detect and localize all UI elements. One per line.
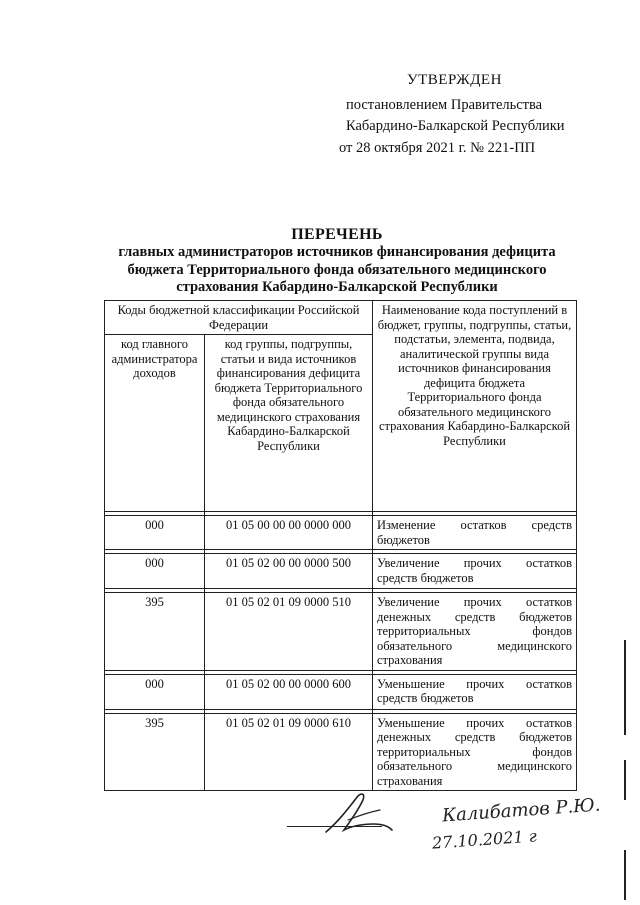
- header-admin-cell: код главного администратора доходов: [105, 335, 205, 512]
- header-name-cell: Наименование кода поступлений в бюджет, группы, подгруппы, статьи, подстатьи, элемента, подвида, аналитической группы вида источников финансирования дефицита бюджета Территориального фонда обязательного медицинского страхования Кабардино-Балкарской Республики: [373, 301, 577, 512]
- row-admin: 395: [105, 713, 205, 791]
- table-row: [105, 554, 577, 589]
- table-row: [105, 674, 577, 709]
- signature-line: [287, 826, 382, 827]
- row-code: 01 05 02 00 00 0000 600: [205, 674, 373, 709]
- signature-name: Калибатов Р.Ю.: [441, 794, 602, 827]
- table-row: [105, 593, 577, 671]
- row-name: Изменение остатков средств бюджетов: [373, 516, 577, 550]
- header-code-cell: код группы, подгруппы, статьи и вида источников финансирования дефицита бюджета Территориального фонда обязательного медицинского страхования Кабардино-Балкарской Республики: [205, 335, 373, 512]
- heading-line-3: страхования Кабардино-Балкарской Республики: [176, 279, 498, 295]
- heading-line-2: бюджета Территориального фонда обязательного медицинского: [127, 261, 547, 278]
- header-group-cell: Коды бюджетной классификации Российской Федерации: [105, 301, 373, 335]
- row-name: Увеличение прочих остатков денежных средств бюджетов территориальных фондов обязательного медицинского страхования: [373, 593, 577, 671]
- table-row: [105, 713, 577, 791]
- row-name: Уменьшение прочих остатков денежных средств бюджетов территориальных фондов обязательного медицинского страхования: [373, 713, 577, 791]
- table-header-row: [105, 301, 577, 335]
- margin-mark: [624, 640, 626, 735]
- row-code: 01 05 02 01 09 0000 610: [205, 713, 373, 791]
- approval-line-1: постановлением Правительства: [346, 97, 543, 113]
- signature-date: 27.10.2021 г: [431, 826, 538, 853]
- table-row: [105, 516, 577, 550]
- row-name: Уменьшение прочих остатков средств бюджетов: [373, 674, 577, 709]
- row-admin: 000: [105, 554, 205, 589]
- row-code: 01 05 00 00 00 0000 000: [205, 516, 373, 550]
- document-heading: [0, 226, 640, 297]
- row-name: Увеличение прочих остатков средств бюджетов: [373, 554, 577, 589]
- sources-table: [104, 300, 577, 791]
- row-code: 01 05 02 00 00 0000 500: [205, 554, 373, 589]
- approval-line-3: от 28 октября 2021 г. № 221-ПП: [339, 140, 536, 156]
- heading-line-1: главных администраторов источников финансирования дефицита: [118, 244, 556, 260]
- margin-mark: [624, 850, 626, 900]
- margin-mark: [624, 760, 626, 800]
- row-admin: 000: [105, 516, 205, 550]
- row-admin: 000: [105, 674, 205, 709]
- row-code: 01 05 02 01 09 0000 510: [205, 593, 373, 671]
- approval-line-2: Кабардино-Балкарской Республики: [346, 118, 565, 134]
- approval-title: УТВЕРЖДЕН: [407, 72, 502, 88]
- row-admin: 395: [105, 593, 205, 671]
- signature-mark: [318, 790, 398, 840]
- document-title: ПЕРЕЧЕНЬ: [291, 226, 383, 243]
